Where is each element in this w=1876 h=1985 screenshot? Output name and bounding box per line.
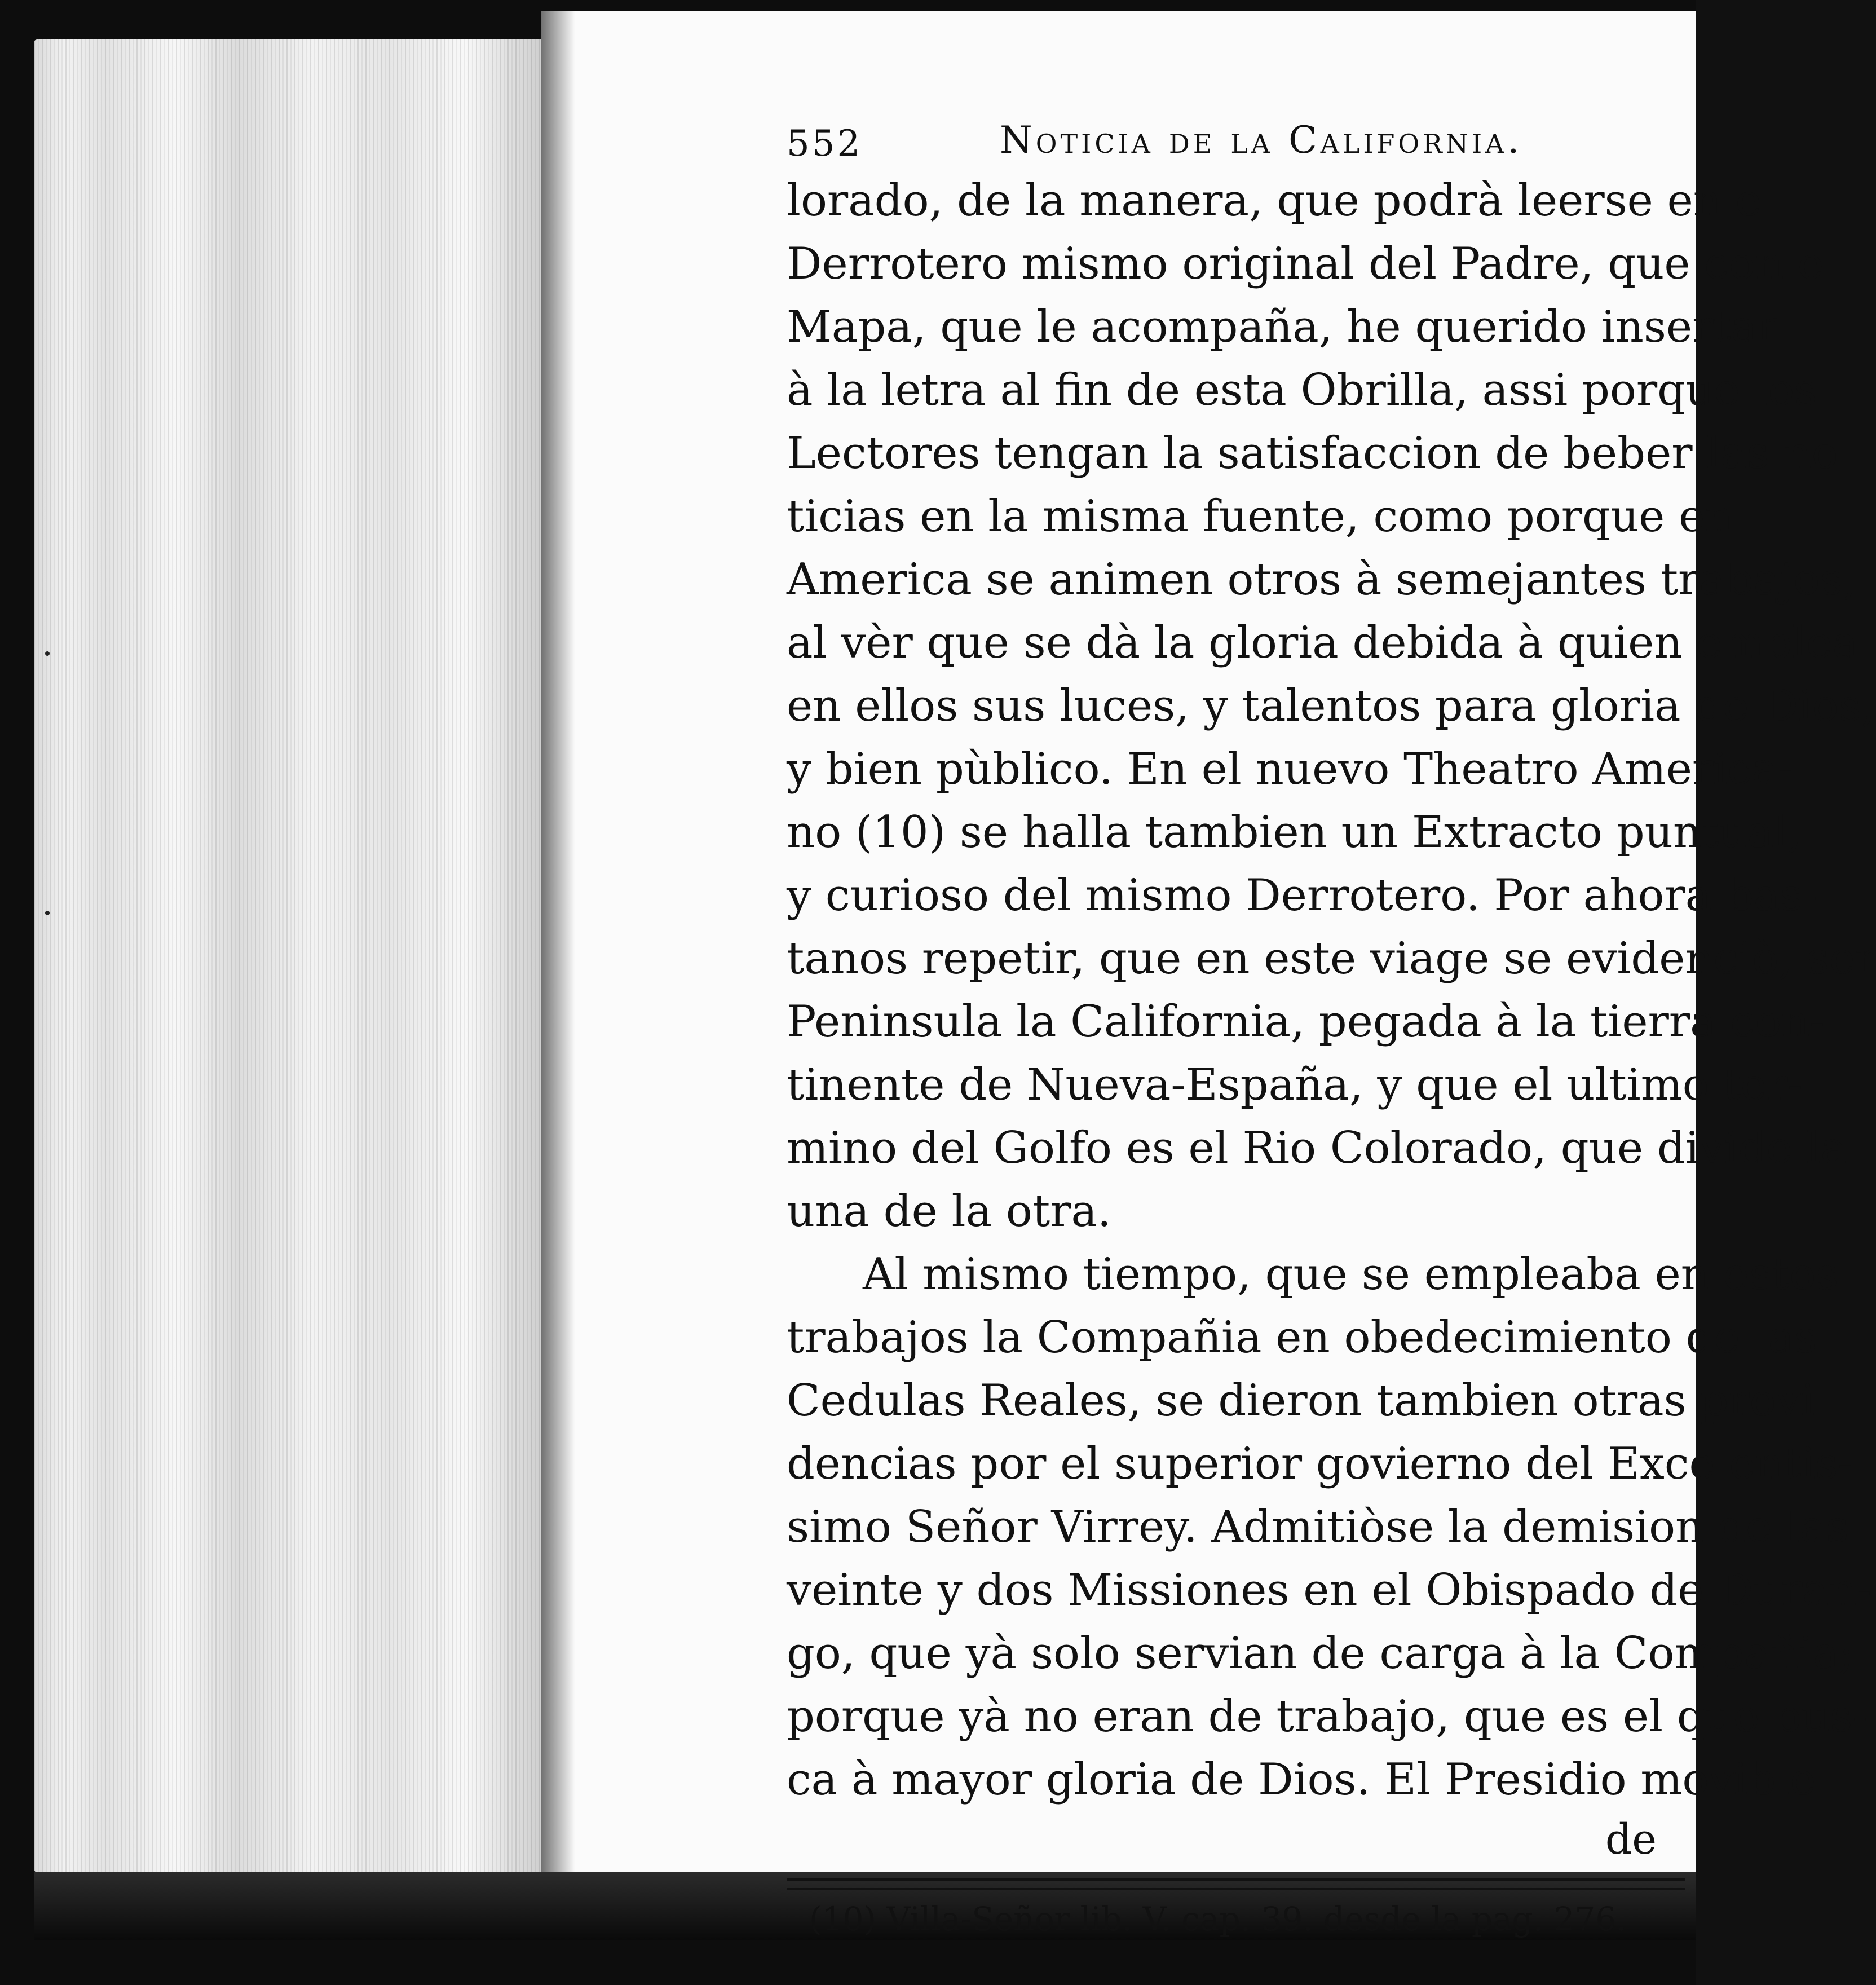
text-line: porque yà no eran de trabajo, que es el que bus- [787,1691,1868,1742]
text-line: al vèr que se dà la gloria debida à quien emplea [787,617,1859,668]
text-line: go, que yà solo servian de carga à la Compañia; [787,1628,1854,1679]
text-line: mino del Golfo es el Rio Colorado, que divide la [787,1123,1847,1174]
gutter-shadow [541,11,575,1872]
text-line: Lectores tengan la satisfaccion de beber las no- [787,428,1853,479]
text-line: Derrotero mismo original del Padre, que con e [787,239,1824,289]
text-line: no (10) se halla tambien un Extracto puntual, [787,807,1802,858]
footnote-rule [787,1878,1685,1890]
text-line: y curioso del mismo Derrotero. Por ahora bas- [787,870,1817,921]
edge-mark [45,911,50,915]
text-line: Al mismo tiempo, que se empleaba en estos [863,1249,1839,1300]
page-number: 552 [787,123,863,165]
catchword: de [1605,1815,1657,1864]
text-line: trabajos la Compañia en obedecimiento de las [787,1312,1817,1363]
text-line: lorado, de la manera, que podrà leerse en e [787,175,1762,226]
text-line: y bien pùblico. En el nuevo Theatro America- [787,744,1793,795]
footnote: (10) Villa-Señor lib. V. cap. 39. desde la pag. 276. [809,1900,1627,1938]
text-line: Cedulas Reales, se dieron tambien otras provi- [787,1375,1830,1426]
text-line: Mapa, que le acompaña, he querido insertar [787,302,1778,352]
book-fore-edge [34,39,541,1872]
text-line: en ellos sus luces, y talentos para gloria de Dios, [787,681,1875,731]
text-line: veinte y dos Missiones en el Obispado de Duran- [787,1565,1872,1616]
text-line: tanos repetir, que en este viage se evidenciò, ser [787,933,1876,984]
text-line: simo Señor Virrey. Admitiòse la demision de las [787,1502,1849,1552]
text-line: una de la otra. [787,1186,1111,1237]
text-line: ca à mayor gloria de Dios. El Presidio movible [787,1754,1816,1805]
text-line: Peninsula la California, pegada à la tierra con- [787,996,1825,1047]
text-line: dencias por el superior govierno del Excelentis- [787,1439,1853,1489]
text-block [787,102,1876,1938]
text-line: à la letra al fin de esta Obrilla, assi porque los [787,365,1817,416]
running-head [787,102,1696,169]
body-text [787,169,1876,1868]
text-line: tinente de Nueva-España, y que el ultimo ter- [787,1060,1803,1110]
text-line: ticias en la misma fuente, como porque en [787,491,1733,542]
running-title: Noticia de la California. [1000,118,1523,162]
edge-mark [45,651,50,656]
text-line: America se animen otros à semejantes trabajos, [787,554,1857,605]
